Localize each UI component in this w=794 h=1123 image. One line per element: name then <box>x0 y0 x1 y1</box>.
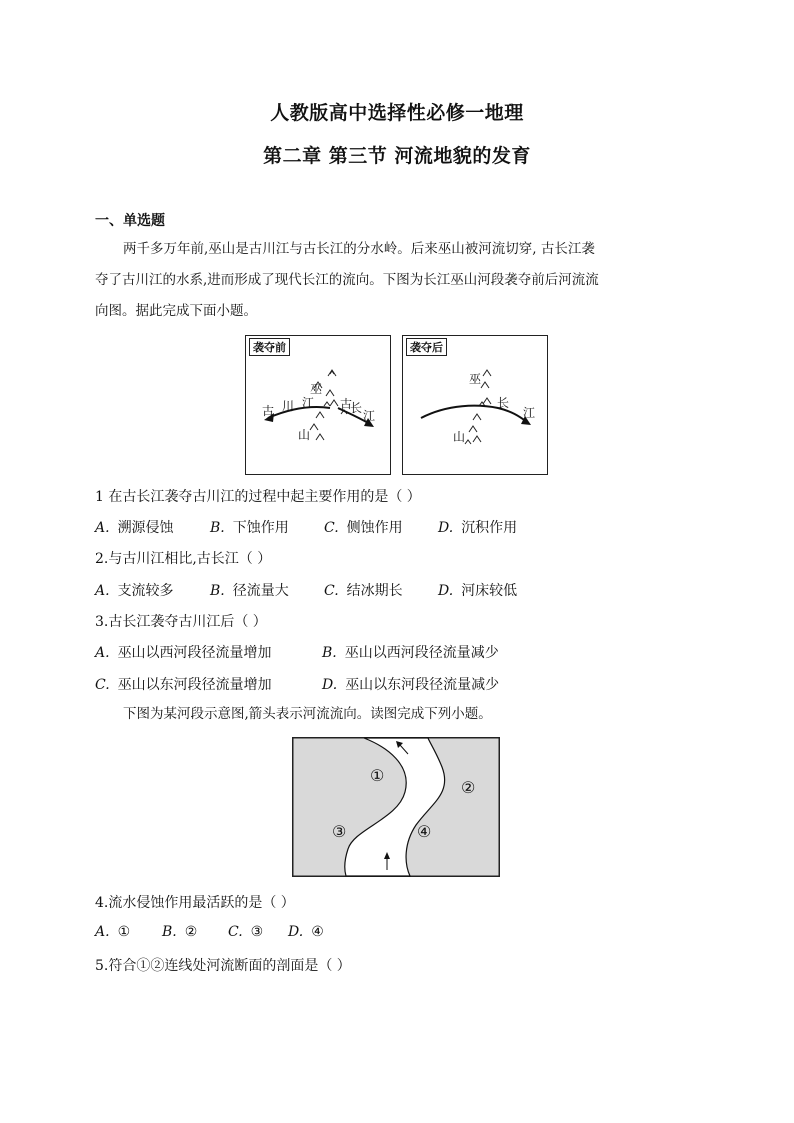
passage-1-line-3: 向图。据此完成下面小题。 <box>95 303 257 319</box>
question-3-option-b[interactable]: B. 巫山以西河段径流量减少 <box>322 645 499 661</box>
map-after-capture <box>402 335 548 475</box>
passage-1-line-2: 夺了古川江的水系,进而形成了现代长江的流向。下图为长江巫山河段袭夺前后河流流 <box>95 272 599 288</box>
question-3-option-c[interactable]: C. 巫山以东河段径流量增加 <box>95 677 272 693</box>
section-heading: 一、单选题 <box>95 213 165 229</box>
question-5-stem: 5.符合①②连线处河流断面的剖面是（ ） <box>95 958 351 974</box>
river-label-3: ③ <box>332 822 347 841</box>
map-before-wu: 巫 <box>310 382 323 396</box>
map-before-chuan: 川 <box>282 399 295 413</box>
question-1-stem: 1 在古长江袭夺古川江的过程中起主要作用的是（ ） <box>95 489 421 505</box>
map-before-label: 袭夺前 <box>249 338 290 356</box>
document-title: 人教版高中选择性必修一地理 <box>270 102 524 124</box>
map-before-shan: 山 <box>298 428 311 442</box>
question-3-option-a[interactable]: A. 巫山以西河段径流量增加 <box>95 645 272 661</box>
map-after-jiang: 江 <box>523 406 536 420</box>
map-after-label: 袭夺后 <box>406 338 447 356</box>
passage-1 <box>95 234 699 327</box>
question-1-option-a[interactable]: A. 溯源侵蚀 <box>95 520 174 536</box>
map-before-capture <box>245 335 391 475</box>
river-label-2: ② <box>461 778 476 797</box>
question-4-option-b[interactable]: B. ② <box>162 924 198 940</box>
map-before-gu2: 古 <box>340 397 353 411</box>
question-2-option-a[interactable]: A. 支流较多 <box>95 583 174 599</box>
question-1-option-c[interactable]: C. 侧蚀作用 <box>324 520 403 536</box>
map-after-chang: 长 <box>497 396 510 410</box>
question-2-option-c[interactable]: C. 结冰期长 <box>324 583 403 599</box>
question-1-option-d[interactable]: D. 沉积作用 <box>438 520 518 536</box>
question-1-option-b[interactable]: B. 下蚀作用 <box>210 520 289 536</box>
map-before-chang: 长 <box>350 401 363 415</box>
map-before-jiang1: 江 <box>302 396 315 410</box>
passage-2: 下图为某河段示意图,箭头表示河流流向。读图完成下列小题。 <box>123 706 492 722</box>
question-3-option-d[interactable]: D. 巫山以东河段径流量减少 <box>322 677 500 693</box>
passage-1-line-1: 两千多万年前,巫山是古川江与古长江的分水岭。后来巫山被河流切穿, 古长江袭 <box>123 241 595 257</box>
question-2-option-d[interactable]: D. 河床较低 <box>438 583 518 599</box>
question-4-option-c[interactable]: C. ③ <box>228 924 264 940</box>
question-4-option-a[interactable]: A. ① <box>95 924 131 940</box>
question-4-stem: 4.流水侵蚀作用最活跃的是（ ） <box>95 895 295 911</box>
document-subtitle: 第二章 第三节 河流地貌的发育 <box>263 145 531 167</box>
river-meander-figure <box>292 737 500 877</box>
question-2-stem: 2.与古川江相比,古长江（ ） <box>95 551 272 567</box>
river-label-1: ① <box>370 766 385 785</box>
river-label-4: ④ <box>417 822 432 841</box>
question-2-option-b[interactable]: B. 径流量大 <box>210 583 289 599</box>
question-3-stem: 3.古长江袭夺古川江后（ ） <box>95 614 267 630</box>
question-4-option-d[interactable]: D. ④ <box>288 924 324 940</box>
map-after-wu: 巫 <box>469 372 482 386</box>
map-before-jiang2: 江 <box>363 409 376 423</box>
map-after-shan: 山 <box>453 430 466 444</box>
map-before-gu1: 古 <box>262 404 275 418</box>
